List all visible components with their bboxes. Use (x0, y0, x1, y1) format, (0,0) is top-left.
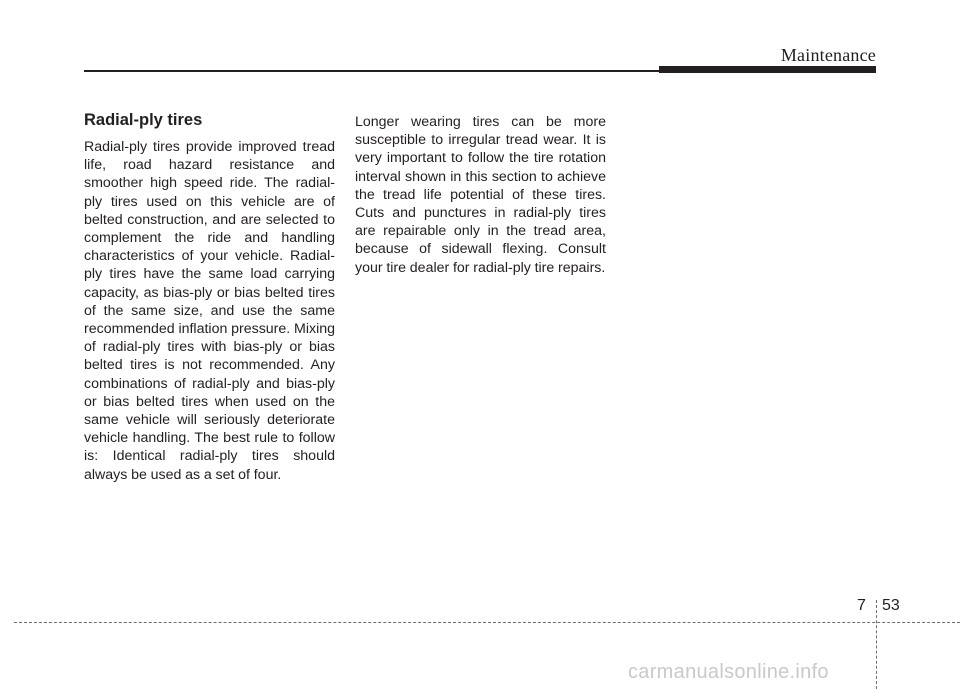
watermark: carmanualsonline.info (628, 661, 829, 683)
paragraph-radial-ply: Radial-ply tires provide improved tread life, road hazard resistance and smoother high speed ride. The radial-ply tires used on this vehicle are of belted construction, and are selected to complement the ride and handling characteristics of your vehicle. Radial-ply tires have the same load carrying capacity, as bias-ply or bias belted tires of the same size, and use the same recommended inflation pressure. Mixing of radial-ply tires with bias-ply or bias belted tires is not recommended. Any combinations of radial-ply and bias-ply or bias belted tires when used on the same vehicle will seriously deteriorate vehicle handling. The best rule to follow is: Identical radial-ply tires should always be used as a set of four. (84, 139, 335, 483)
left-column (84, 110, 335, 484)
header-rule-bold (659, 66, 876, 73)
footer-rule (14, 622, 960, 623)
section-heading: Radial-ply tires (84, 111, 203, 129)
footer-divider (876, 600, 877, 689)
paragraph-tread-wear: Longer wearing tires can be more susceptible to irregular tread wear. It is very important to follow the tire rotation interval shown in this section to achieve the tread life potential of these tires. Cuts and punctures in radial-ply tires are repairable only in the tread area, because of sidewall flexing. Consult your tire dealer for radial-ply tire repairs. (355, 114, 606, 276)
chapter-number: 7 (857, 597, 866, 614)
header-rule (84, 70, 660, 72)
right-column (355, 113, 606, 277)
section-title: Maintenance (780, 45, 876, 65)
page-number: 53 (882, 597, 900, 614)
